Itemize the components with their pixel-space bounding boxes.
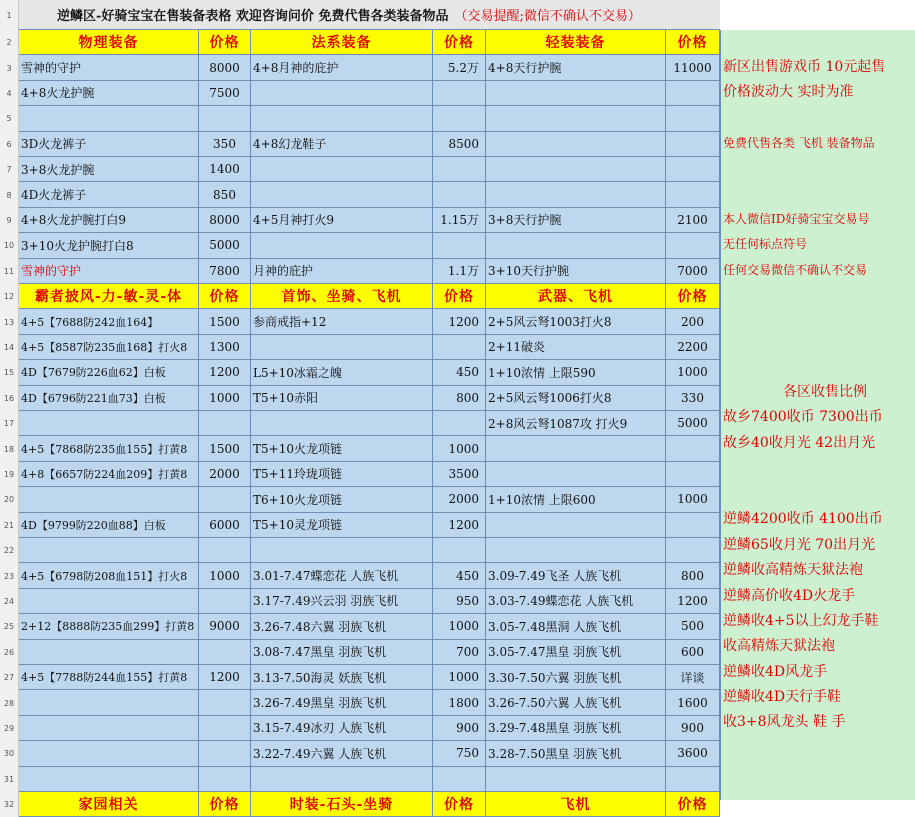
item-cell[interactable] xyxy=(486,81,666,106)
side-note: 逆鳞收高精炼天狱法袍 xyxy=(723,562,863,578)
price-cell[interactable] xyxy=(433,538,486,563)
row-number[interactable]: 8 xyxy=(0,182,19,207)
side-note: 收高精炼天狱法袍 xyxy=(723,638,835,654)
price-cell[interactable]: 3600 xyxy=(666,741,720,766)
price-cell[interactable]: 1200 xyxy=(433,309,486,334)
side-note: 任何交易微信不确认不交易 xyxy=(723,263,868,277)
column-header[interactable]: 飞机 xyxy=(486,792,666,817)
column-header[interactable]: 法系装备 xyxy=(251,30,433,55)
side-note: 本人微信ID好骑宝宝交易号 xyxy=(723,212,870,226)
item-cell[interactable] xyxy=(19,690,199,715)
row-number[interactable]: 2 xyxy=(0,30,19,55)
price-cell[interactable]: 1.1万 xyxy=(433,259,486,284)
price-cell[interactable] xyxy=(666,767,720,792)
price-cell[interactable]: 1400 xyxy=(199,157,251,182)
item-cell[interactable]: L5+10冰霜之魄 xyxy=(251,360,433,385)
side-note: 无任何标点符号 xyxy=(723,237,808,251)
price-cell[interactable] xyxy=(199,487,251,512)
price-cell[interactable]: 6000 xyxy=(199,513,251,538)
item-cell[interactable] xyxy=(19,741,199,766)
row-number[interactable]: 14 xyxy=(0,335,19,360)
item-cell[interactable] xyxy=(19,640,199,665)
item-cell[interactable] xyxy=(19,589,199,614)
item-cell[interactable]: 4+8火龙护腕 xyxy=(19,81,199,106)
item-cell[interactable]: 3.03-7.49蝶恋花 人族飞机 xyxy=(486,589,666,614)
item-cell[interactable] xyxy=(251,182,433,207)
row-number[interactable]: 28 xyxy=(0,690,19,715)
column-header[interactable]: 价格 xyxy=(199,284,251,309)
row-number[interactable]: 29 xyxy=(0,716,19,741)
row-number[interactable]: 19 xyxy=(0,462,19,487)
row-number[interactable]: 24 xyxy=(0,589,19,614)
item-cell[interactable]: 2+5风云弩1003打火8 xyxy=(486,309,666,334)
price-cell[interactable]: 330 xyxy=(666,386,720,411)
price-cell[interactable] xyxy=(199,767,251,792)
row-number[interactable]: 20 xyxy=(0,487,19,512)
row-number[interactable]: 13 xyxy=(0,309,19,334)
column-header[interactable]: 首饰、坐骑、飞机 xyxy=(251,284,433,309)
item-cell[interactable]: 4+8幻龙鞋子 xyxy=(251,132,433,157)
column-header[interactable]: 价格 xyxy=(666,30,720,55)
price-cell[interactable]: 1000 xyxy=(666,360,720,385)
price-cell[interactable]: 7500 xyxy=(199,81,251,106)
price-cell[interactable]: 900 xyxy=(666,716,720,741)
item-cell[interactable] xyxy=(251,538,433,563)
price-cell[interactable] xyxy=(433,335,486,360)
row-number[interactable]: 22 xyxy=(0,538,19,563)
item-cell[interactable] xyxy=(251,106,433,131)
side-note: 逆鳞高价收4D火龙手 xyxy=(723,588,856,604)
item-cell[interactable] xyxy=(486,157,666,182)
item-cell[interactable]: 4D【7679防226血62】白板 xyxy=(19,360,199,385)
price-cell[interactable] xyxy=(199,741,251,766)
item-cell[interactable]: T5+10火龙项链 xyxy=(251,436,433,461)
price-cell[interactable]: 8500 xyxy=(433,132,486,157)
item-cell[interactable]: 3.09-7.49飞圣 人族飞机 xyxy=(486,563,666,588)
side-note: 故乡7400收币 7300出币 xyxy=(723,409,883,425)
row-number[interactable]: 11 xyxy=(0,259,19,284)
price-cell[interactable] xyxy=(666,81,720,106)
price-cell[interactable]: 950 xyxy=(433,589,486,614)
price-cell[interactable]: 600 xyxy=(666,640,720,665)
item-cell[interactable]: 雪神的守护 xyxy=(19,55,199,80)
side-note: 逆鳞收4D风龙手 xyxy=(723,664,828,680)
item-cell[interactable]: 3+8天行护腕 xyxy=(486,208,666,233)
column-header[interactable]: 时装-石头-坐骑 xyxy=(251,792,433,817)
row-number[interactable]: 7 xyxy=(0,157,19,182)
row-number[interactable]: 16 xyxy=(0,386,19,411)
price-cell[interactable] xyxy=(433,182,486,207)
price-cell[interactable]: 200 xyxy=(666,309,720,334)
item-cell[interactable]: 3.05-7.48黑洞 人族飞机 xyxy=(486,614,666,639)
column-header[interactable]: 价格 xyxy=(433,284,486,309)
column-header[interactable]: 价格 xyxy=(666,284,720,309)
column-header[interactable]: 武器、飞机 xyxy=(486,284,666,309)
side-note: 各区收售比例 xyxy=(783,384,867,400)
item-cell[interactable] xyxy=(486,462,666,487)
price-cell[interactable] xyxy=(433,157,486,182)
item-cell[interactable]: 3.17-7.49兴云羽 羽族飞机 xyxy=(251,589,433,614)
row-number[interactable]: 26 xyxy=(0,640,19,665)
price-cell[interactable]: 1300 xyxy=(199,335,251,360)
price-cell[interactable] xyxy=(433,767,486,792)
price-cell[interactable] xyxy=(666,436,720,461)
price-cell[interactable]: 5.2万 xyxy=(433,55,486,80)
item-cell[interactable]: 3.08-7.47黑皇 羽族飞机 xyxy=(251,640,433,665)
price-cell[interactable] xyxy=(433,106,486,131)
price-cell[interactable]: 1000 xyxy=(433,614,486,639)
column-header[interactable]: 轻装装备 xyxy=(486,30,666,55)
column-header[interactable]: 价格 xyxy=(199,30,251,55)
title-warning: （交易提醒;微信不确认不交易） xyxy=(454,9,641,24)
row-number[interactable]: 32 xyxy=(0,792,19,817)
item-cell[interactable] xyxy=(251,157,433,182)
price-cell[interactable]: 900 xyxy=(433,716,486,741)
side-note: 逆鳞4200收币 4100出币 xyxy=(723,511,883,527)
row-number[interactable]: 10 xyxy=(0,233,19,258)
price-cell[interactable]: 8000 xyxy=(199,208,251,233)
item-cell[interactable]: T5+10赤阳 xyxy=(251,386,433,411)
item-cell[interactable]: 3D火龙裤子 xyxy=(19,132,199,157)
price-cell[interactable] xyxy=(666,182,720,207)
price-cell[interactable] xyxy=(666,538,720,563)
item-cell[interactable]: 3+8火龙护腕 xyxy=(19,157,199,182)
row-number[interactable]: 17 xyxy=(0,411,19,436)
side-note: 逆鳞收4+5以上幻龙手鞋 xyxy=(723,613,879,629)
price-cell[interactable]: 8000 xyxy=(199,55,251,80)
item-cell[interactable]: 3.30-7.50六翼 羽族飞机 xyxy=(486,665,666,690)
price-cell[interactable] xyxy=(199,411,251,436)
price-cell[interactable]: 1600 xyxy=(666,690,720,715)
item-cell[interactable]: 4D火龙裤子 xyxy=(19,182,199,207)
price-cell[interactable]: 800 xyxy=(666,563,720,588)
item-cell[interactable] xyxy=(486,106,666,131)
price-cell[interactable]: 2200 xyxy=(666,335,720,360)
row-number[interactable]: 25 xyxy=(0,614,19,639)
price-cell[interactable]: 750 xyxy=(433,741,486,766)
item-cell[interactable]: 4+5【6798防208血151】打火8 xyxy=(19,563,199,588)
item-cell[interactable]: 3.13-7.50海灵 妖族飞机 xyxy=(251,665,433,690)
price-cell[interactable]: 2000 xyxy=(433,487,486,512)
item-cell[interactable]: 2+8风云弩1087攻 打火9 xyxy=(486,411,666,436)
row-number[interactable]: 1 xyxy=(0,0,19,30)
column-header[interactable]: 价格 xyxy=(666,792,720,817)
item-cell[interactable]: 3+10火龙护腕打白8 xyxy=(19,233,199,258)
price-cell[interactable]: 350 xyxy=(199,132,251,157)
price-cell[interactable]: 500 xyxy=(666,614,720,639)
price-cell[interactable] xyxy=(199,716,251,741)
price-cell[interactable] xyxy=(666,106,720,131)
item-cell[interactable]: 2+12【8888防235血299】打黄8 xyxy=(19,614,199,639)
item-cell[interactable] xyxy=(486,767,666,792)
side-note: 故乡40收月光 42出月光 xyxy=(723,435,876,451)
row-number[interactable]: 31 xyxy=(0,767,19,792)
item-cell[interactable]: 月神的庇护 xyxy=(251,259,433,284)
side-note: 新区出售游戏币 10元起售 xyxy=(723,59,886,75)
item-cell[interactable] xyxy=(486,436,666,461)
item-cell[interactable]: T5+11玲珑项链 xyxy=(251,462,433,487)
price-cell[interactable] xyxy=(433,233,486,258)
item-cell[interactable] xyxy=(486,538,666,563)
item-cell[interactable]: T5+10灵龙项链 xyxy=(251,513,433,538)
row-number[interactable]: 15 xyxy=(0,360,19,385)
column-header[interactable]: 霸者披风-力-敏-灵-体 xyxy=(19,284,199,309)
item-cell[interactable] xyxy=(251,233,433,258)
item-cell[interactable]: 雪神的守护 xyxy=(19,259,199,284)
item-cell[interactable]: 3+10天行护腕 xyxy=(486,259,666,284)
price-cell[interactable]: 7800 xyxy=(199,259,251,284)
item-cell[interactable]: 3.26-7.48六翼 羽族飞机 xyxy=(251,614,433,639)
price-cell[interactable] xyxy=(199,589,251,614)
side-note: 收3+8风龙头 鞋 手 xyxy=(723,714,846,730)
item-cell[interactable] xyxy=(251,81,433,106)
price-cell[interactable]: 1800 xyxy=(433,690,486,715)
column-header[interactable]: 价格 xyxy=(199,792,251,817)
price-cell[interactable]: 1000 xyxy=(433,436,486,461)
row-number[interactable]: 21 xyxy=(0,513,19,538)
item-cell[interactable]: 参商戒指+12 xyxy=(251,309,433,334)
item-cell[interactable] xyxy=(251,767,433,792)
item-cell[interactable]: 4+8月神的庇护 xyxy=(251,55,433,80)
item-cell[interactable]: 3.15-7.49冰刃 人族飞机 xyxy=(251,716,433,741)
side-note: 逆鳞收4D天行手鞋 xyxy=(723,689,842,705)
item-cell[interactable] xyxy=(19,767,199,792)
price-cell[interactable]: 1000 xyxy=(199,386,251,411)
item-cell[interactable]: 1+10浓情 上限600 xyxy=(486,487,666,512)
price-cell[interactable] xyxy=(666,462,720,487)
item-cell[interactable]: 2+11破炎 xyxy=(486,335,666,360)
price-cell[interactable]: 450 xyxy=(433,360,486,385)
item-cell[interactable]: 2+5风云弩1006打火8 xyxy=(486,386,666,411)
item-cell[interactable]: 3.26-7.49黑皇 羽族飞机 xyxy=(251,690,433,715)
price-cell[interactable]: 2000 xyxy=(199,462,251,487)
item-cell[interactable]: 3.22-7.49六翼 人族飞机 xyxy=(251,741,433,766)
item-cell[interactable] xyxy=(19,106,199,131)
side-note: 免费代售各类 飞机 装备物品 xyxy=(723,136,875,150)
price-cell[interactable]: 5000 xyxy=(666,411,720,436)
item-cell[interactable]: 3.28-7.50黑皇 羽族飞机 xyxy=(486,741,666,766)
item-cell[interactable]: 4+5月神打火9 xyxy=(251,208,433,233)
item-cell[interactable]: 3.29-7.48黑皇 羽族飞机 xyxy=(486,716,666,741)
price-cell[interactable]: 1200 xyxy=(199,665,251,690)
row-number[interactable]: 30 xyxy=(0,741,19,766)
side-note: 价格波动大 实时为准 xyxy=(723,84,854,100)
item-cell[interactable] xyxy=(486,182,666,207)
price-cell[interactable]: 850 xyxy=(199,182,251,207)
row-number[interactable]: 27 xyxy=(0,665,19,690)
item-cell[interactable]: 3.26-7.50六翼 人族飞机 xyxy=(486,690,666,715)
row-number[interactable]: 23 xyxy=(0,563,19,588)
item-cell[interactable]: 4+5【8587防235血168】打火8 xyxy=(19,335,199,360)
price-cell[interactable]: 7000 xyxy=(666,259,720,284)
price-cell[interactable] xyxy=(433,411,486,436)
item-cell[interactable] xyxy=(486,513,666,538)
item-cell[interactable]: 4+8火龙护腕打白9 xyxy=(19,208,199,233)
side-note: 逆鳞65收月光 70出月光 xyxy=(723,537,876,553)
price-cell[interactable] xyxy=(666,157,720,182)
item-cell[interactable]: 4D【9799防220血88】白板 xyxy=(19,513,199,538)
column-header[interactable]: 物理装备 xyxy=(19,30,199,55)
item-cell[interactable] xyxy=(19,538,199,563)
price-cell[interactable] xyxy=(199,640,251,665)
row-number[interactable]: 6 xyxy=(0,132,19,157)
price-cell[interactable]: 详谈 xyxy=(666,665,720,690)
price-cell[interactable] xyxy=(199,690,251,715)
item-cell[interactable] xyxy=(251,411,433,436)
price-cell[interactable] xyxy=(666,132,720,157)
column-header[interactable]: 价格 xyxy=(433,30,486,55)
price-cell[interactable]: 1000 xyxy=(199,563,251,588)
price-cell[interactable]: 1200 xyxy=(666,589,720,614)
row-number[interactable]: 5 xyxy=(0,106,19,131)
price-cell[interactable]: 1200 xyxy=(433,513,486,538)
price-cell[interactable] xyxy=(666,513,720,538)
row-number[interactable]: 3 xyxy=(0,55,19,80)
price-cell[interactable]: 5000 xyxy=(199,233,251,258)
price-cell[interactable]: 1000 xyxy=(433,665,486,690)
price-cell[interactable]: 3500 xyxy=(433,462,486,487)
price-cell[interactable]: 1500 xyxy=(199,309,251,334)
price-cell[interactable]: 1500 xyxy=(199,436,251,461)
row-number[interactable]: 9 xyxy=(0,208,19,233)
item-cell[interactable]: 1+10浓情 上限590 xyxy=(486,360,666,385)
item-cell[interactable] xyxy=(19,487,199,512)
title-text: 逆鳞区-好骑宝宝在售装备表格 欢迎咨询问价 免费代售各类装备物品 xyxy=(57,9,449,24)
price-cell[interactable]: 1200 xyxy=(199,360,251,385)
row-number[interactable]: 4 xyxy=(0,81,19,106)
price-cell[interactable]: 700 xyxy=(433,640,486,665)
column-header[interactable]: 家园相关 xyxy=(19,792,199,817)
item-cell[interactable]: 4+8【6657防224血209】打黄8 xyxy=(19,462,199,487)
price-cell[interactable]: 450 xyxy=(433,563,486,588)
price-cell[interactable]: 1.15万 xyxy=(433,208,486,233)
item-cell[interactable]: 3.01-7.47蝶恋花 人族飞机 xyxy=(251,563,433,588)
row-number[interactable]: 18 xyxy=(0,436,19,461)
item-cell[interactable]: 4+5【7788防244血155】打黄8 xyxy=(19,665,199,690)
price-cell[interactable] xyxy=(199,106,251,131)
item-cell[interactable]: 4+8天行护腕 xyxy=(486,55,666,80)
price-cell[interactable]: 11000 xyxy=(666,55,720,80)
price-cell[interactable] xyxy=(433,81,486,106)
row-number[interactable]: 12 xyxy=(0,284,19,309)
item-cell[interactable] xyxy=(486,132,666,157)
column-header[interactable]: 价格 xyxy=(433,792,486,817)
item-cell[interactable]: 4+5【7868防235血155】打黄8 xyxy=(19,436,199,461)
price-cell[interactable]: 2100 xyxy=(666,208,720,233)
price-cell[interactable] xyxy=(666,233,720,258)
price-cell[interactable]: 9000 xyxy=(199,614,251,639)
price-cell[interactable] xyxy=(199,538,251,563)
item-cell[interactable] xyxy=(251,335,433,360)
item-cell[interactable]: 3.05-7.47黑皇 羽族飞机 xyxy=(486,640,666,665)
item-cell[interactable]: 4+5【7688防242血164】 xyxy=(19,309,199,334)
price-cell[interactable]: 1000 xyxy=(666,487,720,512)
item-cell[interactable] xyxy=(486,233,666,258)
sheet-title[interactable] xyxy=(19,0,720,30)
item-cell[interactable]: T6+10火龙项链 xyxy=(251,487,433,512)
price-cell[interactable]: 800 xyxy=(433,386,486,411)
item-cell[interactable] xyxy=(19,716,199,741)
item-cell[interactable]: 4D【6796防221血73】白板 xyxy=(19,386,199,411)
item-cell[interactable] xyxy=(19,411,199,436)
